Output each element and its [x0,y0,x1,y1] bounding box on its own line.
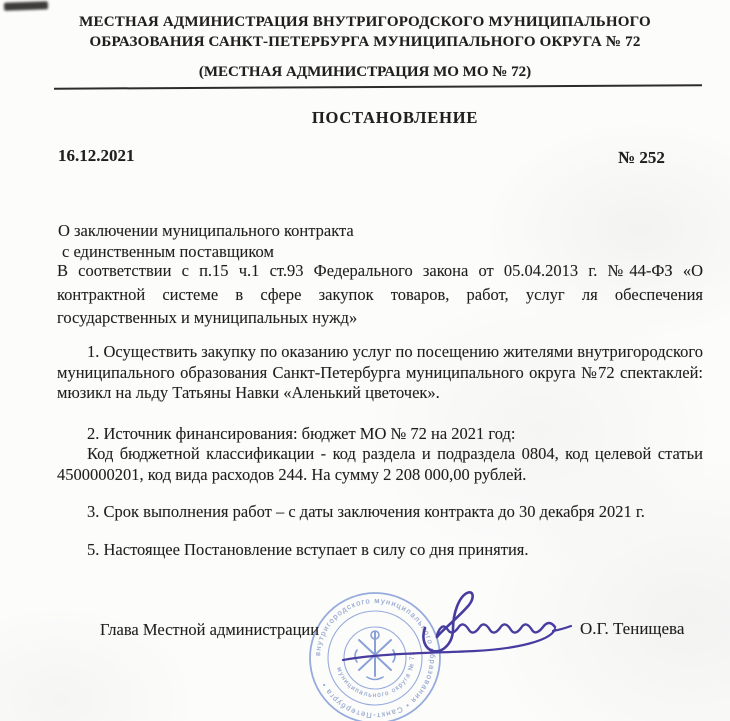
document-number: № 252 [618,148,665,167]
order-item-3: 3. Срок выполнения работ – с даты заключения контракта до 30 декабря 2021 г. [87,502,645,521]
org-short-name: (МЕСТНАЯ АДМИНИСТРАЦИЯ МО МО № 72) [198,64,532,80]
document-type-title: ПОСТАНОВЛЕНИЕ [311,108,479,127]
scan-artifact-smudge [4,1,48,11]
document-subject [58,221,354,262]
order-item-1: 1. Осуществить закупку по оказанию услуг по посещению жителями внутригородского муниципального образования Санкт-Петербурга муниципального округа №72 спектаклей: мюзикл на льду Татьяны Навки «Аленький цветочек». [57,342,703,402]
subject-line2: с единственным поставщиком [62,241,274,261]
preamble-paragraph: В соответствии с п.15 ч.1 ст.93 Федерального закона от 05.04.2013 г. №44-ФЗ «О контрактной системе в сфере закупок товаров, работ, услуг ля обеспечения государственных и муниципальных нужд» [57,261,703,327]
order-item-2-detail: Код бюджетной классификации - код раздела и подраздела 0804, код целевой статьи 4500000201, код вида расходов 244. На сумму 2 208 000,00 рублей. [57,444,703,484]
signature-autograph [325,583,575,668]
org-name-line1: МЕСТНАЯ АДМИНИСТРАЦИЯ ВНУТРИГОРОДСКОГО МУНИЦИПАЛЬНОГО [79,14,651,30]
signer-title: Глава Местной администрации [100,620,320,639]
org-name [0,13,730,52]
document-date: 16.12.2021 [58,146,135,165]
order-item-2: 2. Источник финансирования: бюджет МО № 72 на 2021 год: [87,424,516,443]
header-divider-line [54,84,702,89]
org-name-line2: ОБРАЗОВАНИЯ САНКТ-ПЕТЕРБУРГА МУНИЦИПАЛЬНОГО ОКРУГА № 72 [89,33,641,50]
stamp-inner-ring-text: муниципального округа № 72 [335,650,417,700]
order-item-5: 5. Настоящее Постановление вступает в силу со дня принятия. [87,540,529,559]
stamp-outer-ring-text: внутригородского муниципального образования • Санкт-Петербурга • [312,595,438,721]
signer-name: О.Г. Тенищева [580,619,685,638]
subject-line1: О заключении муниципального контракта [58,221,354,240]
